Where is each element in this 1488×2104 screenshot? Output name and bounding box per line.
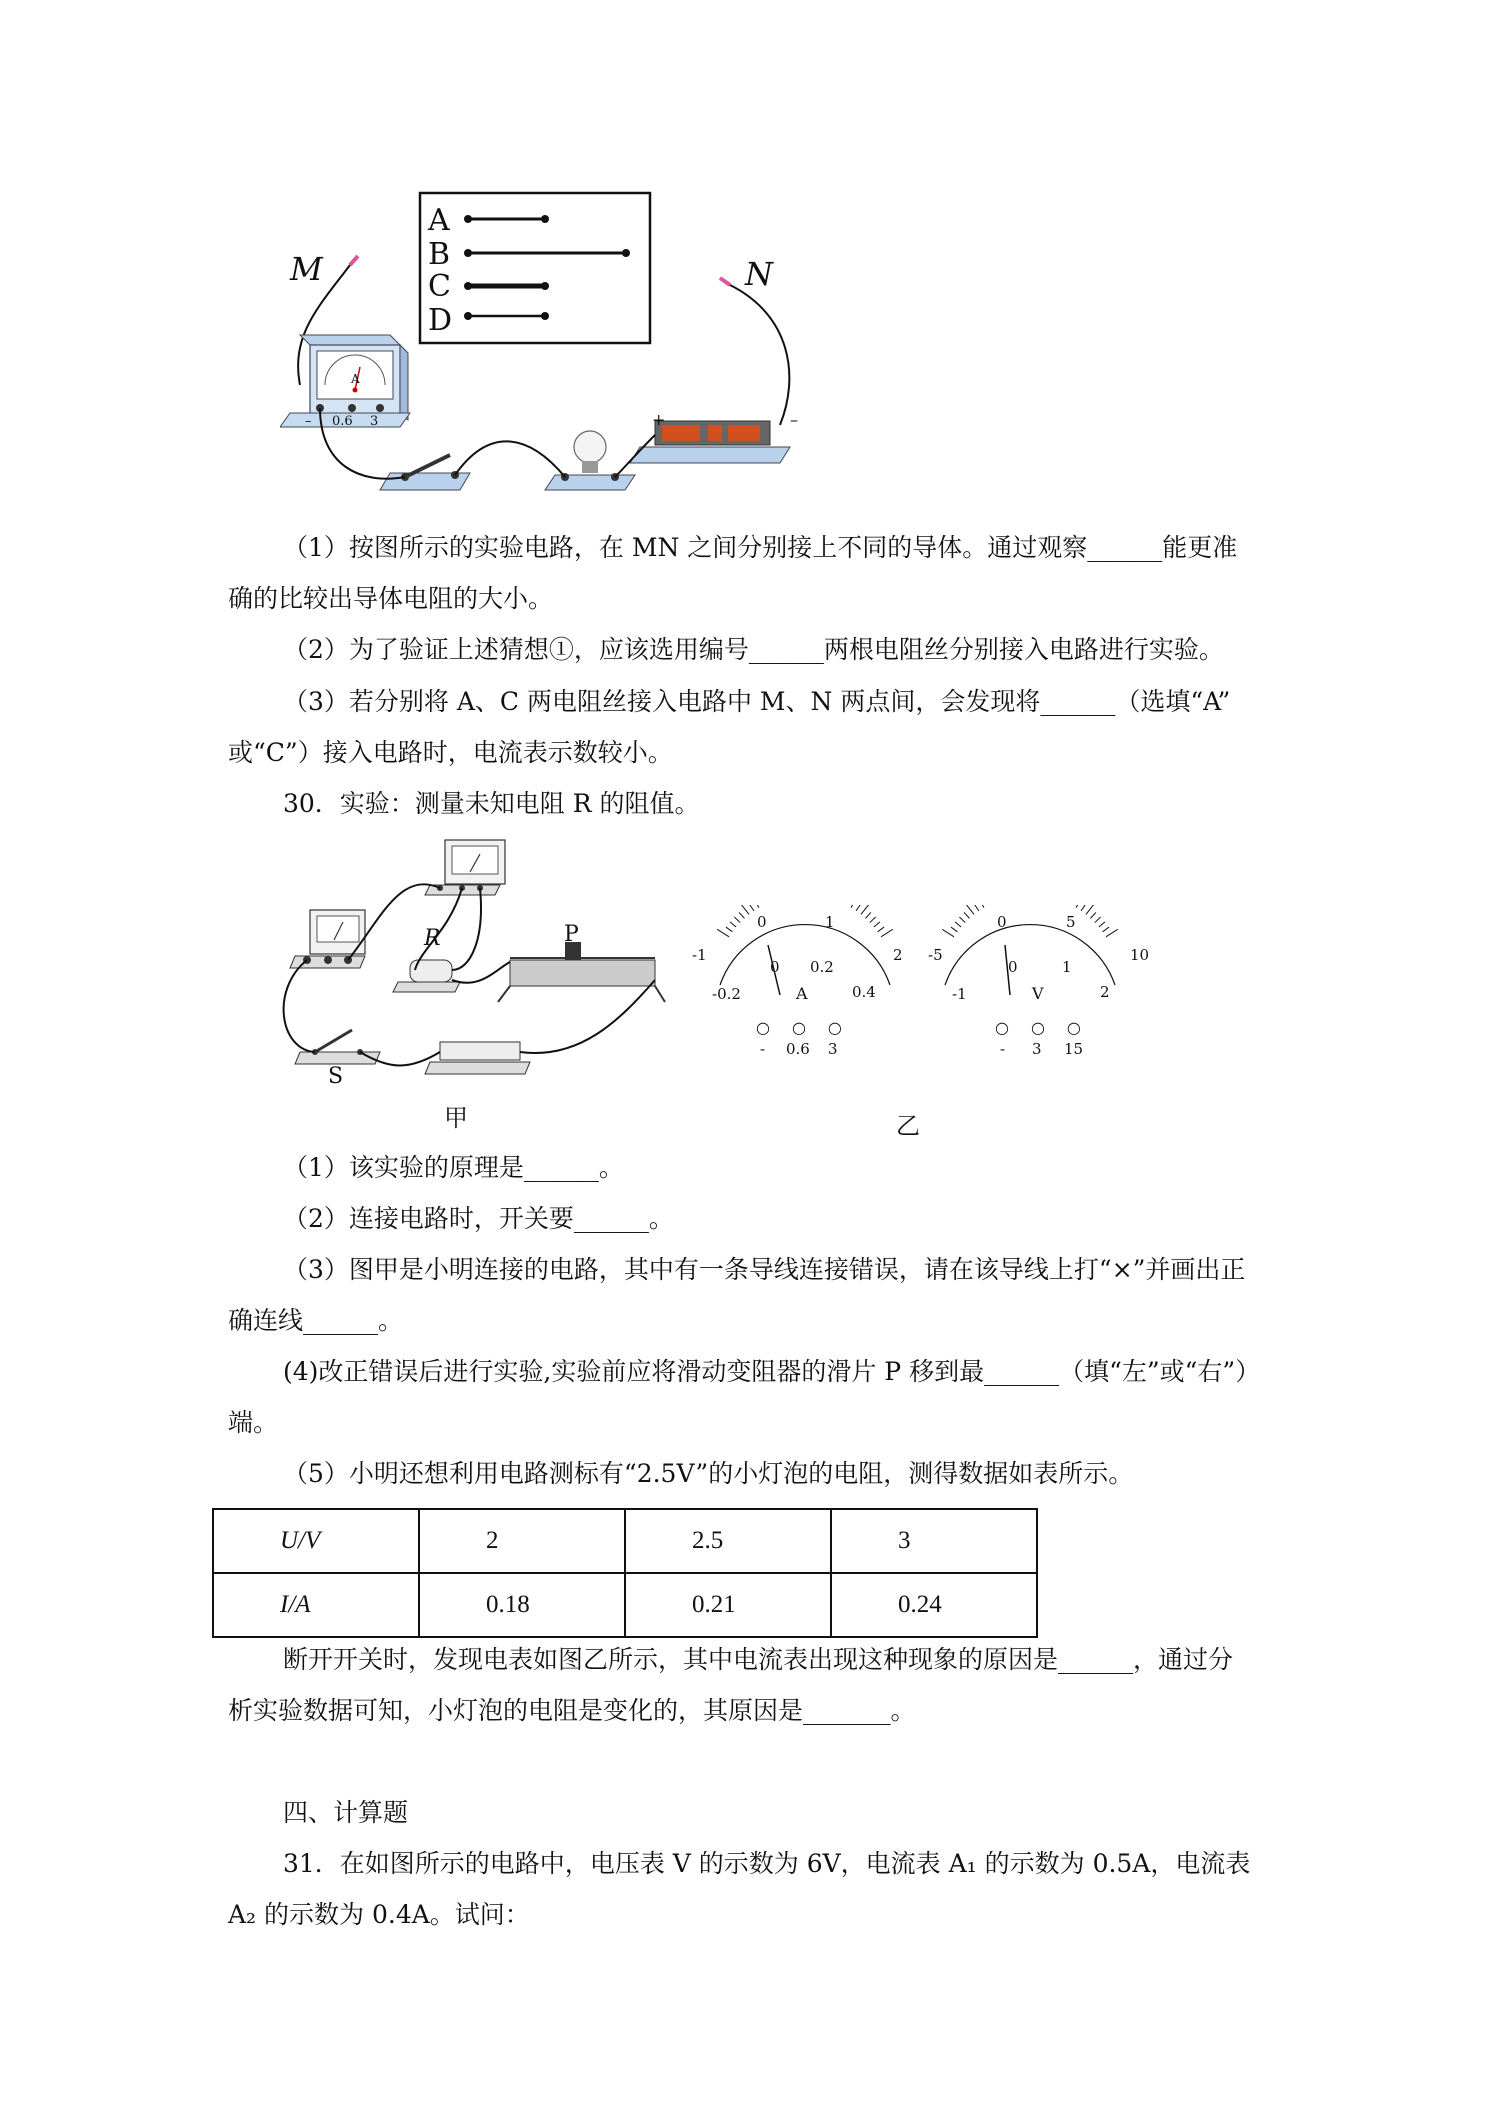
label-p: P bbox=[564, 922, 579, 947]
dial-tick bbox=[974, 905, 979, 911]
ammeter-terminal-3: 3 bbox=[370, 414, 379, 429]
table-cell: 0.21 bbox=[625, 1573, 831, 1637]
dial-tick bbox=[856, 905, 861, 911]
vm-top-n5: -5 bbox=[928, 946, 943, 964]
box-label-a: A bbox=[428, 203, 450, 238]
am-bot-02: 0.2 bbox=[810, 958, 834, 976]
q30-part1: （1）该实验的原理是______。 bbox=[283, 1153, 624, 1182]
dial-tick bbox=[881, 929, 893, 937]
label-jia: 甲 bbox=[444, 1104, 468, 1132]
dial-tick bbox=[1106, 929, 1118, 937]
q30-part3-line2: 确连线______。 bbox=[228, 1306, 404, 1335]
resistance-wire-box bbox=[420, 193, 650, 343]
label-yi: 乙 bbox=[896, 1112, 920, 1140]
dial-tick bbox=[878, 927, 884, 932]
ammeter-letter: A bbox=[351, 372, 360, 386]
dial-tick bbox=[1103, 927, 1109, 932]
circuit-figure-jia bbox=[280, 830, 680, 1090]
dial-tick bbox=[1091, 912, 1096, 918]
cell-i-header bbox=[213, 1573, 419, 1637]
table-cell: 2 bbox=[419, 1509, 625, 1573]
battery-plus: + bbox=[652, 410, 666, 429]
box-label-d: D bbox=[428, 303, 453, 338]
dial-tick bbox=[734, 917, 740, 923]
battery-minus: – bbox=[790, 410, 798, 429]
vm-unit: V bbox=[1032, 984, 1044, 1003]
ammeter-terminal-06: 0.6 bbox=[332, 414, 353, 429]
bulb-1 bbox=[545, 431, 635, 490]
table-cell: 3 bbox=[831, 1509, 1037, 1573]
dial-tick bbox=[870, 917, 876, 923]
dial-tick bbox=[959, 917, 965, 923]
vm-bot-1: 1 bbox=[1062, 958, 1072, 976]
vm-bot-2: 2 bbox=[1100, 983, 1110, 1001]
am-top-n1: -1 bbox=[692, 946, 707, 964]
dial-tick bbox=[1076, 905, 1080, 908]
lead-label-m: M bbox=[290, 250, 323, 288]
q31-line2: A₂ 的示数为 0.4A。试问： bbox=[228, 1900, 530, 1929]
dial-tick bbox=[749, 905, 754, 911]
resistor-r bbox=[393, 960, 460, 992]
dial-tick bbox=[851, 905, 855, 908]
q30-title: 30．实验：测量未知电阻 R 的阻值。 bbox=[283, 789, 700, 818]
q30-after-table-line1: 断开开关时，发现电表如图乙所示，其中电流表出现这种现象的原因是______，通过分 bbox=[283, 1645, 1234, 1674]
dial-tick bbox=[755, 905, 759, 908]
dial-tick bbox=[866, 912, 871, 918]
i-header-text: I/A bbox=[280, 1591, 311, 1618]
dial-tick bbox=[861, 905, 870, 914]
table-row-voltage bbox=[213, 1509, 1037, 1573]
dial-tick bbox=[1086, 905, 1095, 914]
q30-part4-line2: 端。 bbox=[228, 1408, 279, 1437]
rheostat-jia bbox=[498, 942, 665, 1002]
table-cell: 0.18 bbox=[419, 1573, 625, 1637]
dial-tick bbox=[740, 905, 749, 914]
ammeter-terminal-minus: – bbox=[305, 414, 312, 429]
box-label-c: C bbox=[428, 269, 451, 304]
dial-tick bbox=[874, 922, 880, 927]
dial-tick bbox=[739, 912, 744, 918]
am-top-0: 0 bbox=[757, 913, 767, 931]
am-terminal-circles: ○○○ bbox=[756, 1018, 864, 1037]
dial-tick bbox=[726, 927, 732, 932]
dial-tick bbox=[1095, 917, 1101, 923]
q30-part5: （5）小明还想利用电路测标有“2.5V”的小灯泡的电阻，测得数据如表所示。 bbox=[283, 1459, 1134, 1488]
am-unit: A bbox=[796, 984, 808, 1003]
q31-line1: 31．在如图所示的电路中，电压表 V 的示数为 6V，电流表 A₁ 的示数为 0.5A，电流表 bbox=[283, 1849, 1251, 1878]
q29-part1-line2: 确的比较出导体电阻的大小。 bbox=[228, 584, 554, 613]
q30-part4-line1: (4)改正错误后进行实验,实验前应将滑动变阻器的滑片 P 移到最______（填“左”或“右”） bbox=[283, 1357, 1261, 1386]
dial-tick bbox=[980, 905, 984, 908]
cell-u-header bbox=[213, 1509, 419, 1573]
q30-after-table-line2: 析实验数据可知，小灯泡的电阻是变化的，其原因是_______。 bbox=[228, 1696, 916, 1725]
dial-tick bbox=[1081, 905, 1086, 911]
dial-tick bbox=[1099, 922, 1105, 927]
am-top-2: 2 bbox=[893, 946, 903, 964]
q29-part1-line1: （1）按图所示的实验电路，在 MN 之间分别接上不同的导体。通过观察______能更准 bbox=[283, 533, 1238, 562]
q30-part3-line1: （3）图甲是小明连接的电路，其中有一条导线连接错误，请在该导线上打“×”并画出正 bbox=[283, 1255, 1246, 1284]
q29-part3-line2: 或“C”）接入电路时，电流表示数较小。 bbox=[228, 738, 673, 767]
vm-bot-0: 0 bbox=[1008, 958, 1018, 976]
dial-tick bbox=[965, 905, 974, 914]
section4-heading: 四、计算题 bbox=[283, 1798, 409, 1827]
vm-term-3: 3 bbox=[1032, 1040, 1042, 1058]
vm-top-5: 5 bbox=[1066, 913, 1076, 931]
am-term-minus: - bbox=[760, 1040, 766, 1058]
switch-jia bbox=[295, 1030, 380, 1064]
am-bot-04: 0.4 bbox=[852, 983, 876, 1001]
dial-tick bbox=[942, 929, 954, 937]
dial-tick bbox=[717, 929, 729, 937]
am-term-06: 0.6 bbox=[786, 1040, 810, 1058]
table-cell: 2.5 bbox=[625, 1509, 831, 1573]
am-top-1: 1 bbox=[825, 913, 835, 931]
box-label-b: B bbox=[428, 237, 451, 272]
table-row-current bbox=[213, 1573, 1037, 1637]
q30-part2: （2）连接电路时，开关要______。 bbox=[283, 1204, 674, 1233]
q29-part2: （2）为了验证上述猜想①，应该选用编号______两根电阻丝分别接入电路进行实验。 bbox=[283, 635, 1224, 664]
label-s: S bbox=[328, 1064, 344, 1089]
am-bot-0: 0 bbox=[770, 958, 780, 976]
voltmeter-dial bbox=[915, 905, 1145, 1005]
dial-tick bbox=[730, 922, 736, 927]
ammeter-jia bbox=[290, 910, 365, 968]
lead-n bbox=[730, 285, 789, 425]
vm-top-10: 10 bbox=[1130, 946, 1150, 964]
lead-label-n: N bbox=[745, 255, 773, 293]
vm-terminal-circles: ○○○ bbox=[995, 1018, 1103, 1037]
measurement-table bbox=[212, 1508, 1038, 1638]
table-cell: 0.24 bbox=[831, 1573, 1037, 1637]
vm-term-15: 15 bbox=[1064, 1040, 1084, 1058]
label-r: R bbox=[424, 926, 441, 951]
am-bot-n02: -0.2 bbox=[712, 985, 741, 1003]
vm-bot-n1: -1 bbox=[952, 985, 967, 1003]
battery-jia bbox=[425, 1042, 530, 1074]
vm-top-0: 0 bbox=[997, 913, 1007, 931]
am-term-3: 3 bbox=[828, 1040, 838, 1058]
dial-tick bbox=[951, 927, 957, 932]
q29-part3-line1: （3）若分别将 A、C 两电阻丝接入电路中 M、N 两点间，会发现将______（选填“A” bbox=[283, 687, 1231, 716]
u-header-text: U/V bbox=[280, 1527, 321, 1554]
dial-tick bbox=[964, 912, 969, 918]
circuit-figure-1 bbox=[280, 185, 840, 505]
dial-tick bbox=[955, 922, 961, 927]
vm-term-minus: - bbox=[1000, 1040, 1006, 1058]
